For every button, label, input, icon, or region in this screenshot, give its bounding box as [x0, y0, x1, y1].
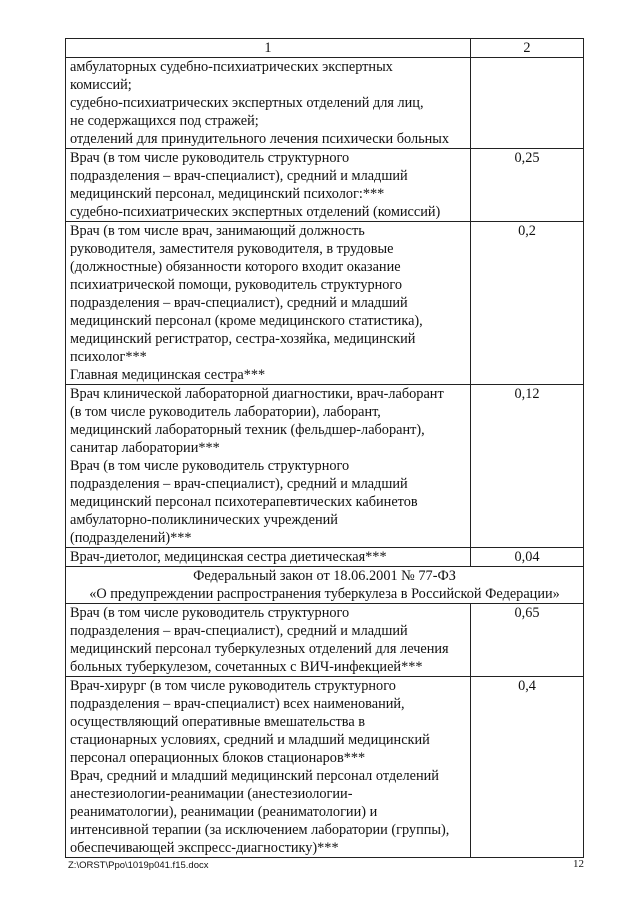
position-text-line: медицинский персонал (кроме медицинского статистика), — [70, 313, 423, 329]
position-text-line: амбулаторно-поликлинических учреждений — [70, 512, 338, 528]
position-text-line: отделений для принудительного лечения психически больных — [70, 131, 450, 147]
position-text-line: Врач (в том числе врач, занимающий должность — [70, 223, 365, 239]
position-cell — [66, 222, 471, 385]
table-row — [66, 58, 584, 149]
position-text-line: Главная медицинская сестра*** — [70, 367, 266, 383]
position-text-line: (подразделений)*** — [70, 530, 192, 546]
coefficient-cell: 0,4 — [471, 677, 584, 858]
coefficient-cell: 0,25 — [471, 149, 584, 222]
position-text-line: (в том числе руководитель лаборатории), лаборант, — [70, 404, 381, 420]
position-text-line: Врач, средний и младший медицинский персонал отделений — [70, 768, 439, 784]
position-text-line: Врач-диетолог, медицинская сестра диетическая*** — [70, 549, 387, 565]
coefficient-cell: 0,12 — [471, 385, 584, 548]
position-text-line: Врач-хирург (в том числе руководитель структурного — [70, 678, 396, 694]
position-text-line: персонал операционных блоков стационаров*** — [70, 750, 366, 766]
position-text-line: комиссий; — [70, 77, 132, 93]
position-text-line: подразделения – врач-специалист) всех наименований, — [70, 696, 405, 712]
position-cell — [66, 385, 471, 548]
position-text-line: медицинский лабораторный техник (фельдшер-лаборант), — [70, 422, 425, 438]
position-text-line: анестезиологии-реанимации (анестезиологии- — [70, 786, 353, 802]
table-body-a — [66, 58, 584, 567]
position-text-line: судебно-психиатрических экспертных отделений (комиссий) — [70, 204, 441, 220]
table-header-row — [66, 39, 584, 58]
position-cell — [66, 548, 471, 567]
position-text-line: подразделения – врач-специалист), средний и младший — [70, 295, 408, 311]
law-heading-row — [66, 567, 584, 604]
document-table — [65, 38, 584, 858]
position-text-line: санитар лаборатории*** — [70, 440, 220, 456]
position-text-line: больных туберкулезом, сочетанных с ВИЧ-инфекцией*** — [70, 659, 423, 675]
position-cell — [66, 149, 471, 222]
position-text-line: медицинский персонал психотерапевтических кабинетов — [70, 494, 418, 510]
position-text-line: Врач (в том числе руководитель структурного — [70, 150, 350, 166]
position-text-line: Врач (в том числе руководитель структурного — [70, 458, 350, 474]
column-header-2: 2 — [471, 39, 584, 58]
position-text-line: судебно-психиатрических экспертных отделений для лиц, — [70, 95, 424, 111]
position-text-line: осуществляющий оперативные вмешательства в — [70, 714, 366, 730]
position-cell — [66, 677, 471, 858]
coefficient-cell: 0,65 — [471, 604, 584, 677]
position-text-line: Врач клинической лабораторной диагностики, врач-лаборант — [70, 386, 444, 402]
table-row — [66, 222, 584, 385]
law-section — [66, 567, 584, 604]
position-cell — [66, 604, 471, 677]
position-text-line: не содержащихся под стражей; — [70, 113, 259, 129]
position-text-line: руководителя, заместителя руководителя, в трудовые — [70, 241, 394, 257]
position-text-line: реаниматологии), реанимации (реаниматологии) и — [70, 804, 378, 820]
table-row — [66, 548, 584, 567]
position-text-line: медицинский персонал туберкулезных отделений для лечения — [70, 641, 449, 657]
table-row — [66, 385, 584, 548]
coefficient-cell: 0,2 — [471, 222, 584, 385]
coefficient-cell: 0,04 — [471, 548, 584, 567]
law-title: Федеральный закон от 18.06.2001 № 77-ФЗ — [193, 568, 456, 584]
position-text-line: обеспечивающей экспресс-диагностику)*** — [70, 840, 339, 856]
footer-file-path: Z:\ORST\Ppo\1019p041.f15.docx — [68, 860, 209, 871]
position-text-line: стационарных условиях, средний и младший медицинский — [70, 732, 430, 748]
table-row — [66, 677, 584, 858]
position-cell — [66, 58, 471, 149]
coefficient-cell — [471, 58, 584, 149]
position-text-line: медицинский персонал, медицинский психолог:*** — [70, 186, 385, 202]
position-text-line: медицинский регистратор, сестра-хозяйка, медицинский — [70, 331, 416, 347]
footer-page-number: 12 — [573, 858, 584, 870]
table-row — [66, 604, 584, 677]
position-text-line: амбулаторных судебно-психиатрических экспертных — [70, 59, 393, 75]
law-heading-cell — [66, 567, 584, 604]
position-text-line: интенсивной терапии (за исключением лаборатории (группы), — [70, 822, 450, 838]
position-text-line: психиатрической помощи, руководитель структурного — [70, 277, 403, 293]
position-text-line: подразделения – врач-специалист), средний и младший — [70, 623, 408, 639]
position-text-line: подразделения – врач-специалист), средний и младший — [70, 168, 408, 184]
law-subtitle: «О предупреждении распространения туберкулеза в Российской Федерации» — [89, 586, 560, 602]
position-text-line: (должностные) обязанности которого входит оказание — [70, 259, 401, 275]
table-body-b — [66, 604, 584, 858]
table-row — [66, 149, 584, 222]
position-text-line: психолог*** — [70, 349, 147, 365]
position-text-line: подразделения – врач-специалист), средний и младший — [70, 476, 408, 492]
column-header-1: 1 — [66, 39, 471, 58]
position-text-line: Врач (в том числе руководитель структурного — [70, 605, 350, 621]
